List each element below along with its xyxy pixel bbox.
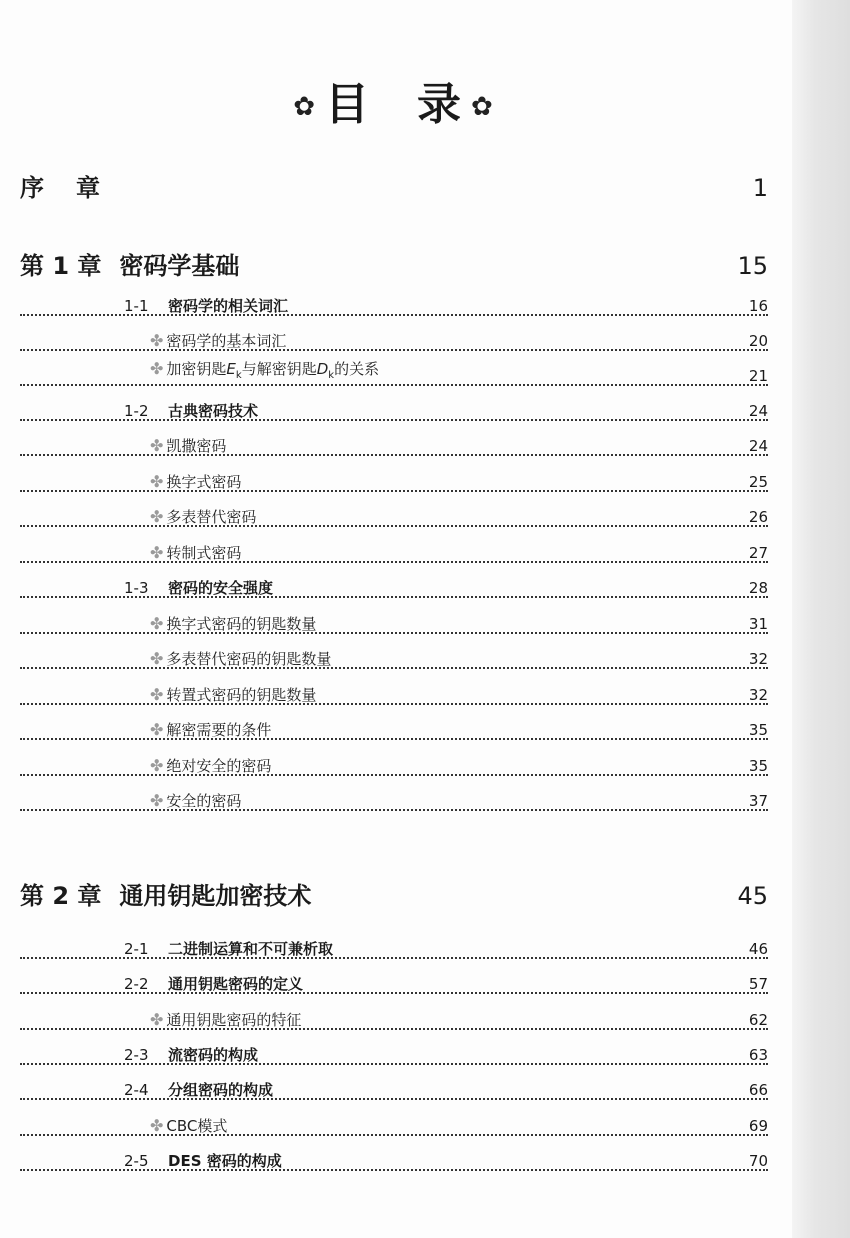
toc-subentry[interactable]: ✤ 安全的密码 37	[20, 789, 768, 811]
toc-subentry[interactable]: ✤ 多表替代密码的钥匙数量 32	[20, 647, 768, 669]
leaf-bullet-icon: ✤	[150, 507, 164, 526]
toc-entry-1-2[interactable]: 1-2 古典密码技术 24	[20, 399, 768, 421]
toc-subentry[interactable]: ✤ 凯撒密码 24	[20, 434, 768, 456]
flower-ornament-icon: ✿	[293, 92, 319, 122]
toc-entry-1-1[interactable]: 1-1 密码学的相关词汇 16	[20, 294, 768, 316]
toc-subentry[interactable]: ✤ CBC模式 69	[20, 1114, 768, 1136]
chapter-title: 通用钥匙加密技术	[119, 882, 312, 910]
leaf-bullet-icon: ✤	[150, 1116, 164, 1135]
toc-entry-2-4[interactable]: 2-4 分组密码的构成 66	[20, 1078, 768, 1100]
flower-ornament-icon: ✿	[471, 92, 497, 122]
leaf-bullet-icon: ✤	[150, 472, 164, 491]
leaf-bullet-icon: ✤	[150, 756, 164, 775]
toc-entry-2-2[interactable]: 2-2 通用钥匙密码的定义 57	[20, 972, 768, 994]
toc-prologue[interactable]	[20, 168, 768, 203]
leaf-bullet-icon: ✤	[150, 614, 164, 633]
leaf-bullet-icon: ✤	[150, 720, 164, 739]
leaf-bullet-icon: ✤	[150, 685, 164, 704]
leaf-bullet-icon: ✤	[150, 791, 164, 810]
chapter-number: 第 2 章	[20, 882, 102, 910]
title-char-2: 录	[417, 79, 465, 130]
leaf-bullet-icon: ✤	[150, 331, 164, 350]
chapter-page: 45	[737, 882, 768, 910]
toc-entry-1-3[interactable]: 1-3 密码的安全强度 28	[20, 576, 768, 598]
toc-subentry[interactable]: ✤ 加密钥匙$E_k$与解密钥匙$D_k$的关系 21	[20, 364, 768, 386]
toc-subentry[interactable]: ✤ 绝对安全的密码 35	[20, 754, 768, 776]
page-title	[0, 68, 790, 128]
toc-subentry[interactable]: ✤ 换字式密码 25	[20, 470, 768, 492]
toc-subentry[interactable]: ✤ 通用钥匙密码的特征 62	[20, 1008, 768, 1030]
leaf-bullet-icon: ✤	[150, 359, 164, 378]
leaf-bullet-icon: ✤	[150, 649, 164, 668]
toc-chapter-1[interactable]	[20, 246, 768, 281]
toc-chapter-2[interactable]	[20, 876, 768, 911]
chapter-page: 15	[737, 252, 768, 280]
toc-subentry[interactable]: ✤ 解密需要的条件 35	[20, 718, 768, 740]
toc-subentry[interactable]: ✤ 换字式密码的钥匙数量 31	[20, 612, 768, 634]
leaf-bullet-icon: ✤	[150, 1010, 164, 1029]
leaf-bullet-icon: ✤	[150, 543, 164, 562]
prologue-label: 序 章	[20, 174, 100, 202]
leaf-bullet-icon: ✤	[150, 436, 164, 455]
prologue-page: 1	[752, 174, 768, 202]
toc-subentry[interactable]: ✤ 多表替代密码 26	[20, 505, 768, 527]
toc-entry-2-3[interactable]: 2-3 流密码的构成 63	[20, 1043, 768, 1065]
title-char-1: 目	[325, 79, 373, 130]
toc-entry-2-1[interactable]: 2-1 二进制运算和不可兼析取 46	[20, 937, 768, 959]
toc-subentry[interactable]: ✤ 密码学的基本词汇 20	[20, 329, 768, 351]
toc-entry-2-5[interactable]: 2-5 DES 密码的构成 70	[20, 1149, 768, 1171]
toc-subentry[interactable]: ✤ 转置式密码的钥匙数量 32	[20, 683, 768, 705]
chapter-number: 第 1 章	[20, 252, 102, 280]
toc-subentry[interactable]: ✤ 转制式密码 27	[20, 541, 768, 563]
page-gutter-shadow	[792, 0, 850, 1238]
chapter-title: 密码学基础	[119, 252, 240, 280]
